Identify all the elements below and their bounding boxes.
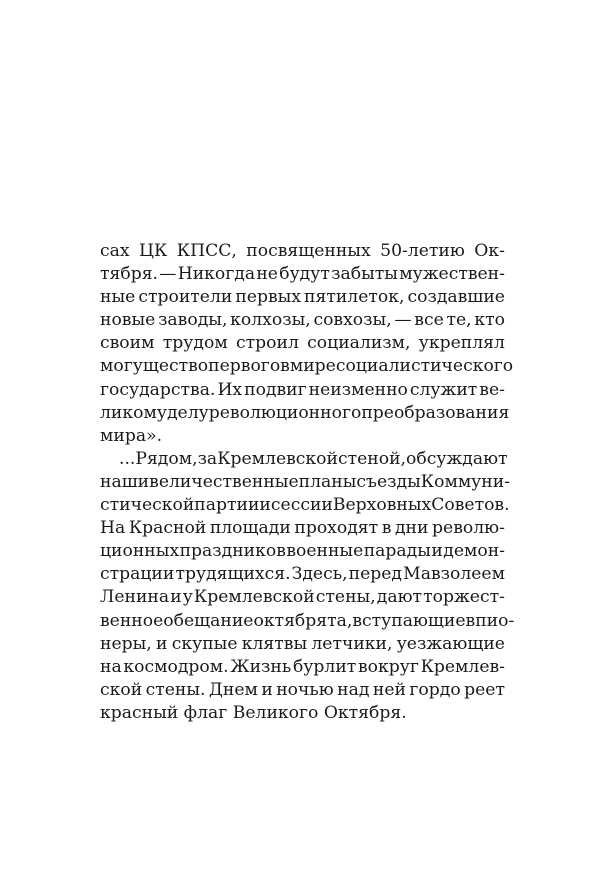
text-line: стической партии и сессии Верховных Советов.	[100, 495, 510, 516]
text-line: своим трудом строил социализм, укреплял	[100, 333, 505, 354]
text-line: страции трудящихся. Здесь, перед Мавзолеем	[100, 564, 505, 585]
text-line: ликому делу революционного преобразования	[100, 402, 510, 423]
text-line: неры, и скупые клятвы летчики, уезжающие	[100, 633, 505, 654]
text-line: Ленина и у Кремлевской стены, дают торжест-	[100, 587, 505, 608]
text-line: наши величественные планы съезды Коммуни-	[100, 471, 511, 492]
text-line: ные строители первых пятилеток, создавшие	[100, 287, 505, 308]
text-line: сах ЦК КПСС, посвященных 50-летию Ок-	[100, 241, 505, 261]
text-line: на космодром. Жизнь бурлит вокруг Кремлев-	[100, 656, 505, 677]
paragraph-1	[100, 240, 514, 448]
text-line: новые заводы, колхозы, совхозы, — все те, кто	[100, 310, 505, 331]
text-line: красный флаг Великого Октября.	[100, 702, 407, 723]
text-line: ской стены. Днем и ночью над ней гордо реет	[100, 679, 505, 700]
text-line: ...Рядом, за Кремлевской стеной, обсуждают	[119, 448, 508, 469]
paragraph-2	[100, 448, 515, 725]
text-line: тября. — Никогда не будут забыты мужествен-	[100, 264, 505, 285]
body-text	[100, 240, 515, 725]
text-line: государства. Их подвиг неизменно служит ве-	[100, 379, 505, 400]
text-line: мира».	[100, 425, 163, 446]
text-line: венное обещание октябрята, вступающие в пио-	[100, 610, 515, 631]
text-line: могущество первого в мире социалистического	[100, 356, 514, 377]
text-line: На Красной площади проходят в дни револю-	[100, 518, 505, 539]
text-line: ционных праздников военные парады и демон-	[100, 541, 505, 562]
